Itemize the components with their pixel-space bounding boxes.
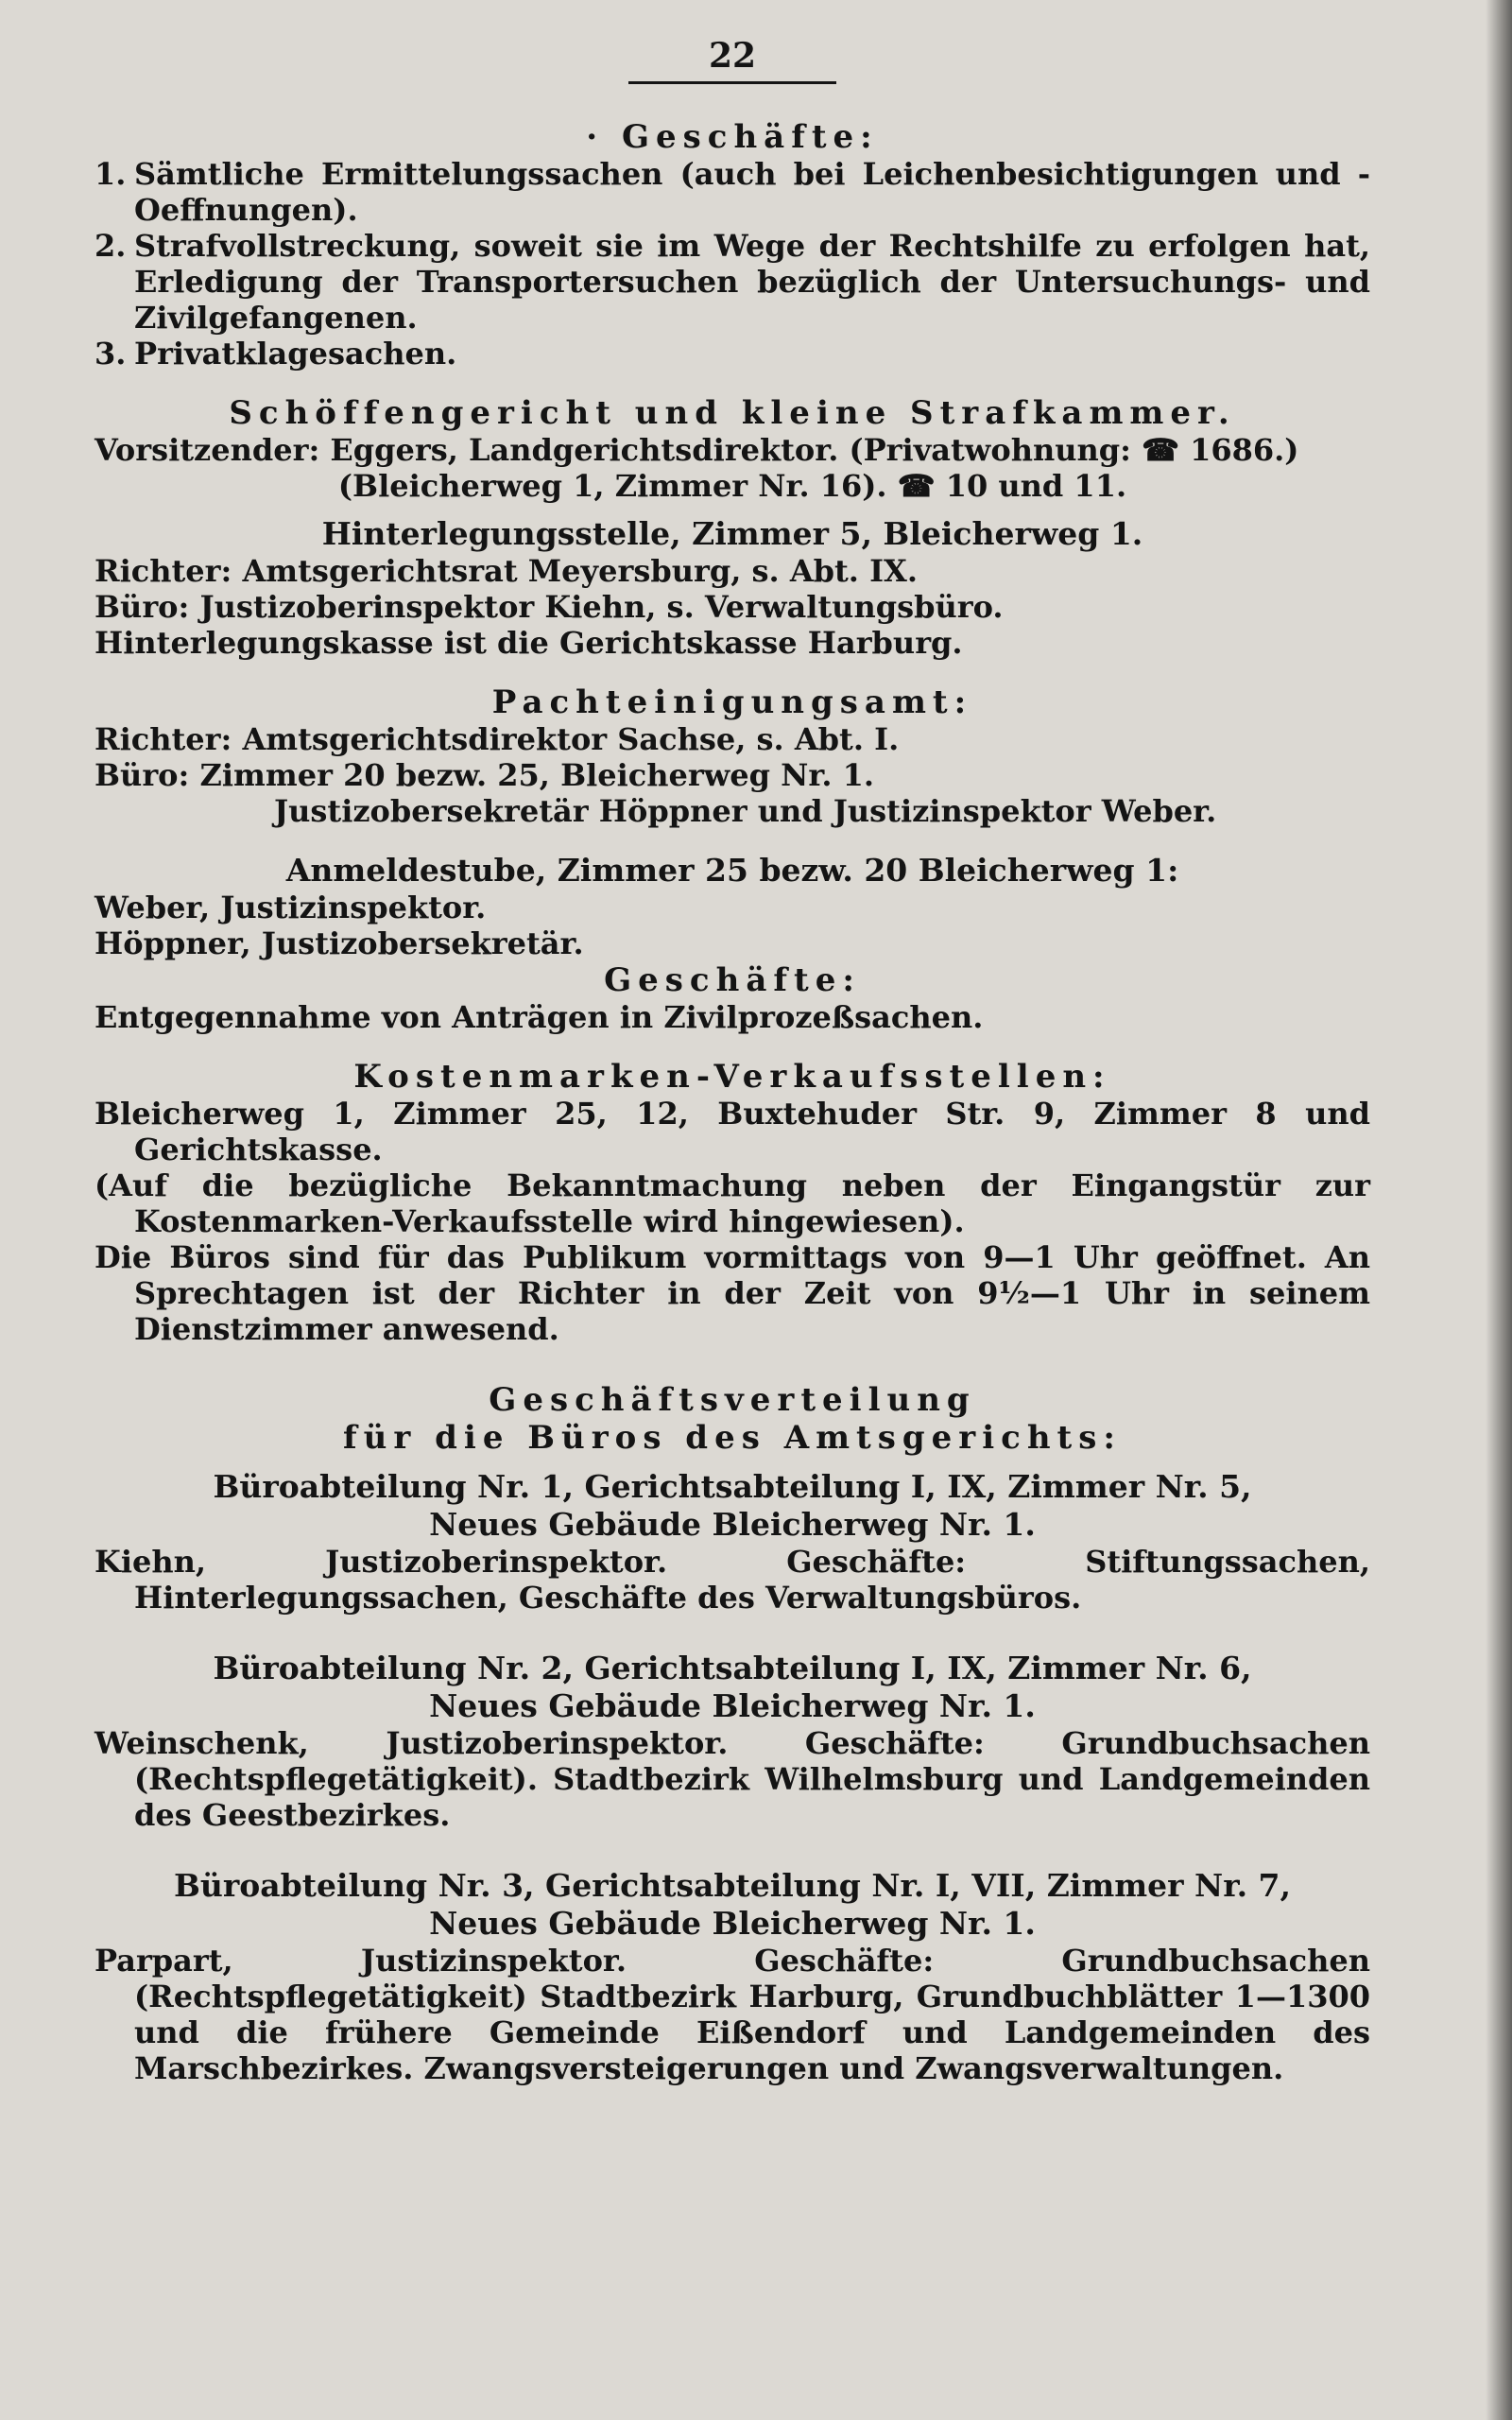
list-item <box>94 336 1370 372</box>
item-text: Sämtliche Ermittelungssachen (auch bei Leichenbesichtigungen und -Oeffnungen). <box>134 156 1370 228</box>
abteilung-text: Weinschenk, Justizoberinspektor. Geschäfte: Grundbuchsachen (Rechtspflegetätigkeit). Stadtbezirk Wilhelmsburg und Landgemeinden des Geestbezirkes. <box>94 1725 1370 1833</box>
section-heading: · Geschäfte: <box>586 118 879 156</box>
abteilung-text: Parpart, Justizinspektor. Geschäfte: Grundbuchsachen (Rechtspflegetätigkeit) Stadtbezirk Harburg, Grundbuchblätter 1—1300 und die frühere Gemeinde Eißendorf und Landgemeinden des Marschbezirkes. Zwangsversteigerungen und Zwangsverwaltungen. <box>94 1943 1370 2086</box>
page-content <box>94 36 1370 2086</box>
text-line: Justizobersekretär Höppner und Justizinspektor Weber. <box>274 793 1217 829</box>
section-heading: Kostenmarken-Verkaufsstellen: <box>353 1058 1111 1096</box>
paragraph: Bleicherweg 1, Zimmer 25, 12, Buxtehuder Str. 9, Zimmer 8 und Gerichtskasse. <box>94 1096 1370 1167</box>
geschaefte-heading: Geschäfte: <box>604 961 861 999</box>
abteilung-title: Büroabteilung Nr. 2, Gerichtsabteilung I, IX, Zimmer Nr. 6, <box>213 1650 1252 1686</box>
text-line: Höppner, Justizobersekretär. <box>94 925 584 961</box>
section-heading: Schöffengericht und kleine Strafkammer. <box>229 394 1236 432</box>
text-line: Büro: Justizoberinspektor Kiehn, s. Verwaltungsbüro. <box>94 589 1004 625</box>
text-line: Richter: Amtsgerichtsrat Meyersburg, s. Abt. IX. <box>94 553 919 589</box>
item-text: Strafvollstreckung, soweit sie im Wege der Rechtshilfe zu erfolgen hat, Erledigung der Transportersuchen bezüglich der Untersuchungs- und Zivilgefangenen. <box>134 228 1370 336</box>
section-geschaeftsverteilung <box>94 1381 1370 2086</box>
abteilung-title: Büroabteilung Nr. 3, Gerichtsabteilung Nr. I, VII, Zimmer Nr. 7, <box>173 1867 1291 1904</box>
abteilung-address: Neues Gebäude Bleicherweg Nr. 1. <box>429 1905 1036 1942</box>
text-line: Weber, Justizinspektor. <box>94 890 487 925</box>
address-line: (Bleicherweg 1, Zimmer Nr. 16). ☎ 10 und 11. <box>337 468 1127 504</box>
bueroabteilung-1 <box>94 1468 1370 1616</box>
abteilung-address: Neues Gebäude Bleicherweg Nr. 1. <box>429 1687 1036 1724</box>
text-line: Hinterlegungskasse ist die Gerichtskasse Harburg. <box>94 625 963 661</box>
paragraph: Die Büros sind für das Publikum vormittags von 9—1 Uhr geöffnet. An Sprechtagen ist der Richter in der Zeit von 9½—1 Uhr in seinem Dienstzimmer anwesend. <box>94 1239 1370 1347</box>
section-geschaefte <box>94 118 1370 372</box>
abteilung-title: Büroabteilung Nr. 1, Gerichtsabteilung I, IX, Zimmer Nr. 5, <box>213 1468 1252 1505</box>
section-subheading: für die Büros des Amtsgerichts: <box>343 1419 1122 1457</box>
abteilung-address: Neues Gebäude Bleicherweg Nr. 1. <box>429 1506 1036 1543</box>
section-kostenmarken <box>94 1058 1370 1347</box>
page-edge-shadow <box>1486 0 1512 2420</box>
bueroabteilung-2 <box>94 1650 1370 1833</box>
section-heading: Pachteinigungsamt: <box>491 683 973 721</box>
item-text: Privatklagesachen. <box>134 336 457 372</box>
chair-line: Vorsitzender: Eggers, Landgerichtsdirektor. (Privatwohnung: ☎ 1686.) <box>94 432 1299 468</box>
page-number: 22 <box>628 36 836 84</box>
section-anmeldestube <box>94 852 1370 1035</box>
text-line: Richter: Amtsgerichtsdirektor Sachse, s. Abt. I. <box>94 721 900 757</box>
abteilung-text: Kiehn, Justizoberinspektor. Geschäfte: Stiftungssachen, Hinterlegungssachen, Geschäfte des Verwaltungsbüros. <box>94 1544 1370 1616</box>
item-number: 3. <box>94 336 127 372</box>
bueroabteilung-3 <box>94 1867 1370 2086</box>
section-hinterlegungsstelle <box>94 515 1370 661</box>
item-number: 1. <box>94 156 127 192</box>
text-line: Büro: Zimmer 20 bezw. 25, Bleicherweg Nr. 1. <box>94 757 875 793</box>
paragraph: (Auf die bezügliche Bekanntmachung neben der Eingangstür zur Kostenmarken-Verkaufsstelle wird hingewiesen). <box>94 1167 1370 1239</box>
section-heading: Geschäftsverteilung <box>489 1381 976 1419</box>
list-item <box>94 228 1370 336</box>
item-number: 2. <box>94 228 127 264</box>
section-pachteinigungsamt <box>94 683 1370 829</box>
section-schoeffengericht <box>94 394 1370 504</box>
section-heading: Hinterlegungsstelle, Zimmer 5, Bleicherweg 1. <box>321 515 1143 552</box>
list-item <box>94 156 1370 228</box>
text-line: Entgegennahme von Anträgen in Zivilprozeßsachen. <box>94 999 984 1035</box>
section-heading: Anmeldestube, Zimmer 25 bezw. 20 Bleicherweg 1: <box>285 852 1179 889</box>
